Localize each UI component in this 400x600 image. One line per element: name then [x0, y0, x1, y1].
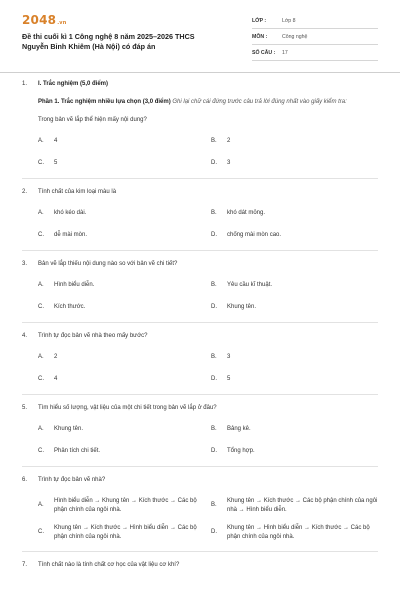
question-stem: Trình tự đọc bản vẽ nhà theo mấy bước?: [38, 333, 148, 339]
question-2: [22, 179, 378, 251]
option-text: khó dát mỏng.: [227, 210, 266, 216]
question-3: [22, 251, 378, 323]
question-stem: Bản vẽ lắp thiếu nội dung nào so với bản vẽ chi tiết?: [38, 261, 178, 267]
page-title: Đề thi cuối kì 1 Công nghệ 8 năm 2025–2026 THCS Nguyễn Bỉnh Khiêm (Hà Nội) có đáp án: [22, 32, 195, 51]
option-text: 2: [54, 354, 58, 360]
option-text: 4: [54, 376, 58, 382]
option-text: 3: [227, 160, 231, 166]
option-c[interactable]: [38, 159, 211, 168]
option-label: B.: [211, 354, 217, 360]
question-number: 2.: [22, 189, 28, 195]
option-text: 5: [54, 160, 58, 166]
option-c[interactable]: [38, 231, 211, 240]
meta-key: MÔN :: [252, 33, 268, 40]
question-number: 5.: [22, 405, 28, 411]
option-c[interactable]: [38, 303, 211, 312]
option-text: dễ mài mòn.: [54, 232, 88, 238]
option-label: C.: [38, 448, 44, 454]
option-label: D.: [211, 232, 217, 238]
question-stem: Trong bản vẽ lắp thể hiện mấy nội dung?: [38, 117, 147, 123]
option-label: C.: [38, 376, 44, 382]
option-label: C.: [38, 160, 44, 166]
meta-value: Công nghệ: [282, 33, 308, 40]
option-label: C.: [38, 529, 44, 535]
option-text: Khung tên → Kích thước → Hình biểu diễn → Các bộ phận chính của ngôi nhà.: [54, 525, 197, 540]
option-a[interactable]: [38, 209, 211, 218]
option-text: Phân tích chi tiết.: [54, 448, 101, 454]
question-list: [0, 80, 400, 570]
option-d[interactable]: [211, 447, 384, 456]
answer-options: [38, 209, 378, 240]
part-instructions: [38, 98, 378, 107]
option-label: B.: [211, 502, 217, 508]
option-c[interactable]: [38, 447, 211, 456]
option-d[interactable]: [211, 231, 384, 240]
answer-options: [38, 497, 378, 541]
option-a[interactable]: [38, 497, 211, 514]
option-text: 3: [227, 354, 231, 360]
option-text: Khung tên.: [227, 304, 257, 310]
meta-value: 17: [282, 49, 288, 56]
option-label: B.: [211, 426, 217, 432]
logo-suffix: .vn: [57, 20, 67, 26]
option-b[interactable]: [211, 209, 384, 218]
answer-options: [38, 353, 378, 384]
option-text: Bảng kê.: [227, 426, 251, 432]
option-label: A.: [38, 282, 44, 288]
option-b[interactable]: [211, 497, 384, 514]
option-text: Khung tên → Hình biểu diễn → Kích thước → Các bộ phận chính của ngôi nhà.: [227, 525, 370, 540]
option-text: Kích thước.: [54, 304, 86, 310]
header-divider: [0, 72, 400, 73]
question-7: [22, 552, 378, 570]
option-d[interactable]: [211, 524, 384, 541]
option-label: B.: [211, 138, 217, 144]
part-instruction: Ghi lại chữ cái đứng trước câu trả lời đúng nhất vào giấy kiểm tra:: [170, 99, 347, 105]
option-c[interactable]: [38, 375, 211, 384]
question-number: 4.: [22, 333, 28, 339]
option-d[interactable]: [211, 375, 384, 384]
question-stem: Tìm hiểu số lượng, vật liệu của một chi tiết trong bản vẽ lắp ở đâu?: [38, 405, 217, 411]
question-number: 3.: [22, 261, 28, 267]
meta-row-subject: [252, 29, 378, 45]
option-text: 2: [227, 138, 231, 144]
option-text: Hình biểu diễn.: [54, 282, 95, 288]
meta-value: Lớp 8: [282, 17, 296, 24]
option-text: Hình biểu diễn → Khung tên → Kích thước → Các bộ phận chính của ngôi nhà.: [54, 498, 197, 513]
part-title: Phần 1. Trắc nghiệm nhiều lựa chọn (3,0 điểm): [38, 99, 171, 105]
meta-row-question-count: [252, 45, 378, 61]
option-label: A.: [38, 426, 44, 432]
option-label: C.: [38, 304, 44, 310]
answer-options: [38, 137, 378, 168]
option-label: D.: [211, 160, 217, 166]
option-a[interactable]: [38, 425, 211, 434]
meta-row-class: [252, 13, 378, 29]
option-label: D.: [211, 304, 217, 310]
question-number: 7.: [22, 562, 28, 568]
option-b[interactable]: [211, 281, 384, 290]
section-title: I. Trắc nghiệm (5,0 điểm): [38, 81, 109, 87]
question-1: [22, 80, 378, 179]
option-text: Yêu cầu kĩ thuật.: [227, 282, 273, 288]
option-label: A.: [38, 210, 44, 216]
question-number: 6.: [22, 477, 28, 483]
option-text: Khung tên.: [54, 426, 84, 432]
option-b[interactable]: [211, 137, 384, 146]
page-header: [0, 0, 400, 66]
question-number: 1.: [22, 81, 28, 87]
option-text: Tổng hợp.: [227, 448, 255, 454]
question-4: [22, 323, 378, 395]
option-label: D.: [211, 376, 217, 382]
question-stem: Tính chất nào là tính chất cơ học của vật liệu cơ khí?: [38, 562, 180, 568]
option-label: D.: [211, 529, 217, 535]
option-c[interactable]: [38, 524, 211, 541]
option-d[interactable]: [211, 303, 384, 312]
option-text: chống mài mòn cao.: [227, 232, 282, 238]
question-6: [22, 467, 378, 552]
logo-main: 2048: [22, 13, 57, 27]
option-label: A.: [38, 502, 44, 508]
option-label: B.: [211, 282, 217, 288]
answer-options: [38, 425, 378, 456]
option-label: A.: [38, 354, 44, 360]
question-stem: Trình tự đọc bản vẽ nhà?: [38, 477, 106, 483]
option-a[interactable]: [38, 353, 211, 362]
option-label: D.: [211, 448, 217, 454]
option-label: B.: [211, 210, 217, 216]
option-b[interactable]: [211, 353, 384, 362]
option-d[interactable]: [211, 159, 384, 168]
site-logo[interactable]: [22, 13, 67, 27]
option-text: Khung tên → Kích thước → Các bộ phận chính của ngôi nhà → Hình biểu diễn.: [227, 498, 378, 513]
question-5: [22, 395, 378, 467]
option-text: 5: [227, 376, 231, 382]
option-a[interactable]: [38, 137, 211, 146]
meta-key: LỚP :: [252, 17, 267, 24]
question-stem: Tính chất của kim loại màu là: [38, 189, 117, 195]
meta-key: SỐ CÂU :: [252, 49, 276, 56]
exam-meta: [252, 13, 378, 61]
option-a[interactable]: [38, 281, 211, 290]
option-label: C.: [38, 232, 44, 238]
option-text: 4: [54, 138, 58, 144]
option-b[interactable]: [211, 425, 384, 434]
option-text: khó kéo dài.: [54, 210, 87, 216]
answer-options: [38, 281, 378, 312]
option-label: A.: [38, 138, 44, 144]
